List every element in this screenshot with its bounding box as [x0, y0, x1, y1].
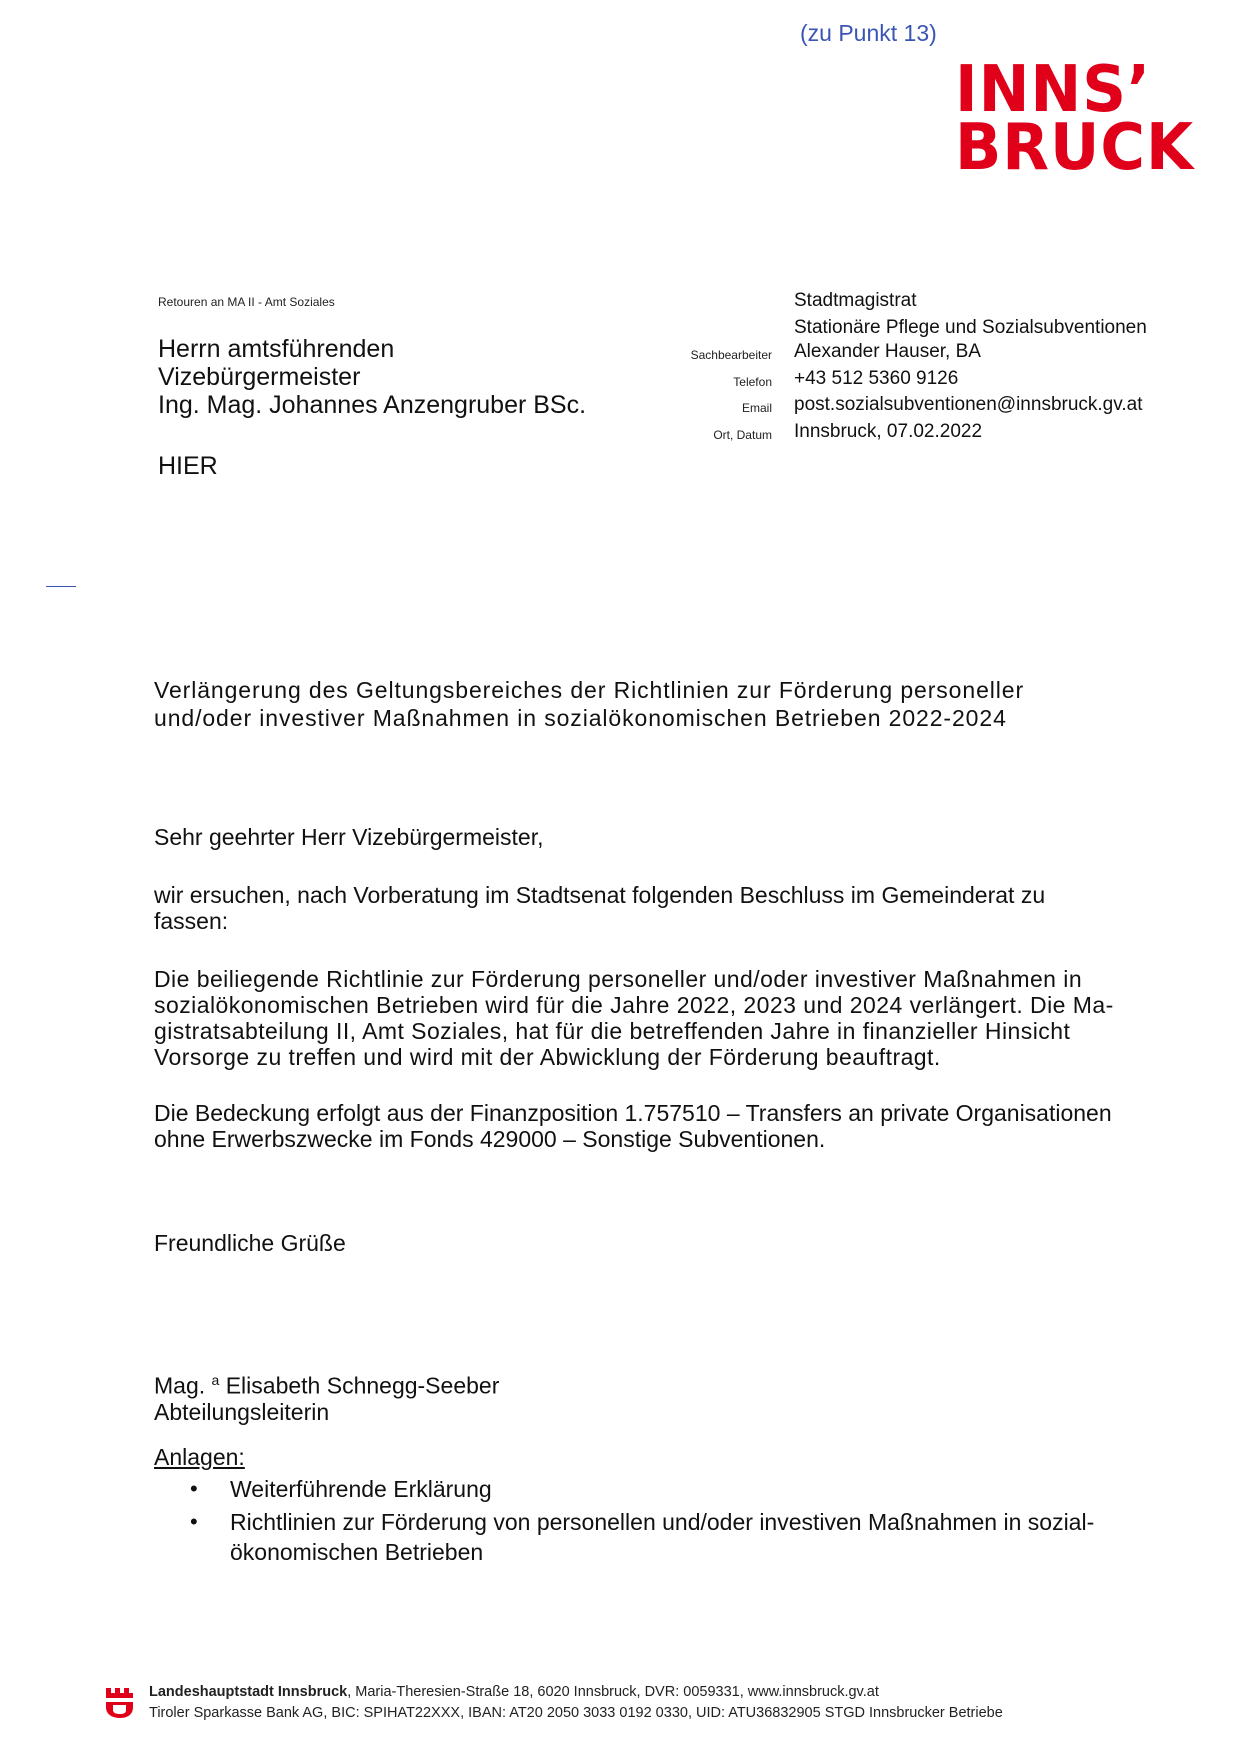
paragraph-request	[154, 882, 1045, 934]
fold-mark	[46, 586, 76, 587]
footer-line-1	[149, 1682, 1003, 1703]
info-label: Telefon	[733, 375, 772, 389]
subject-line-2: und/oder investiver Maßnahmen in sozialökonomischen Betrieben 2022-2024	[154, 705, 1007, 731]
info-label: Sachbearbeiter	[690, 348, 772, 362]
attachments-list	[190, 1474, 1094, 1570]
footer-line-2: Tiroler Sparkasse Bank AG, BIC: SPIHAT22XXX, IBAN: AT20 2050 3033 0192 0330, UID: ATU36832905 STGD Innsbrucker Betriebe	[149, 1705, 1003, 1721]
recipient-location: HIER	[158, 452, 218, 480]
attachments-title: Anlagen:	[154, 1444, 245, 1470]
footer-address: , Maria-Theresien-Straße 18, 6020 Innsbruck, DVR: 0059331, www.innsbruck.gv.at	[347, 1684, 879, 1700]
signature-title-sup: a	[211, 1372, 220, 1388]
top-note: (zu Punkt 13)	[800, 20, 937, 46]
info-row-sachbearbeiter	[640, 341, 1240, 368]
return-address: Retouren an MA II - Amt Soziales	[158, 295, 335, 309]
footer-org: Landeshauptstadt Innsbruck	[149, 1684, 348, 1700]
paragraph-line: Vorsorge zu treffen und wird mit der Abwicklung der Förderung beauftragt.	[154, 1044, 941, 1070]
attachment-text: Richtlinien zur Förderung von personellen und/oder investiven Maßnahmen in sozial-	[230, 1509, 1095, 1535]
info-label: Ort, Datum	[713, 428, 772, 442]
salutation: Sehr geehrter Herr Vizebürgermeister,	[154, 824, 544, 850]
recipient-line-3: Ing. Mag. Johannes Anzengruber BSc.	[158, 391, 587, 419]
footer	[149, 1682, 1003, 1724]
info-row-email	[640, 394, 1240, 421]
sender-org-line-2: Stationäre Pflege und Sozialsubventionen	[794, 317, 1147, 338]
paragraph-line: wir ersuchen, nach Vorberatung im Stadtsenat folgenden Beschluss im Gemeinderat zu	[154, 882, 1046, 908]
info-row-telefon	[640, 368, 1240, 395]
recipient-block	[158, 335, 586, 419]
info-label: Email	[741, 401, 772, 415]
recipient-line-1: Herrn amtsführenden	[158, 335, 395, 363]
sender-org	[794, 287, 1147, 341]
info-value: post.sozialsubventionen@innsbruck.gv.at	[794, 394, 1143, 415]
bullet-icon: •	[190, 1476, 198, 1501]
attachment-item	[190, 1474, 1094, 1504]
subject	[154, 676, 1024, 732]
attachment-text: Weiterführende Erklärung	[230, 1476, 492, 1502]
paragraph-resolution	[154, 966, 1114, 1070]
paragraph-line: gistratsabteilung II, Amt Soziales, hat für die betreffenden Jahre in finanzieller Hinsicht	[154, 1018, 1071, 1044]
paragraph-line: Die beiliegende Richtlinie zur Förderung personeller und/oder investiver Maßnahmen in	[154, 966, 1083, 992]
bullet-icon: •	[190, 1509, 198, 1534]
recipient-line-2: Vizebürgermeister	[158, 363, 361, 391]
info-value: Innsbruck, 07.02.2022	[794, 421, 983, 442]
attachment-item	[190, 1507, 1094, 1567]
paragraph-line: fassen:	[154, 908, 229, 934]
paragraph-funding	[154, 1100, 1112, 1152]
signature-role: Abteilungsleiterin	[154, 1398, 330, 1425]
info-row-ort-datum	[640, 421, 1240, 448]
info-value: Alexander Hauser, BA	[794, 341, 981, 362]
innsbruck-logo	[955, 53, 1195, 185]
paragraph-line: Die Bedeckung erfolgt aus der Finanzposition 1.757510 – Transfers an private Organisationen	[154, 1100, 1112, 1126]
closing: Freundliche Grüße	[154, 1230, 346, 1256]
subject-line-1: Verlängerung des Geltungsbereiches der Richtlinien zur Förderung personeller	[154, 677, 1025, 703]
paragraph-line: sozialökonomischen Betrieben wird für die Jahre 2022, 2023 und 2024 verlängert. Die Ma-	[154, 992, 1114, 1018]
signature-title: Mag.	[154, 1372, 206, 1399]
paragraph-line: ohne Erwerbszwecke im Fonds 429000 – Sonstige Subventionen.	[154, 1126, 826, 1152]
logo-line-2: BRUCK	[955, 111, 1195, 185]
city-crest-icon	[105, 1685, 135, 1719]
logo-line-1: INNS’	[955, 53, 1152, 127]
attachment-text: ökonomischen Betrieben	[230, 1539, 484, 1565]
sender-org-line-1: Stadtmagistrat	[794, 290, 917, 311]
signature-name: Elisabeth Schnegg-Seeber	[225, 1372, 500, 1399]
info-value: +43 512 5360 9126	[794, 368, 959, 389]
signature-name-line	[154, 1367, 499, 1399]
signature-block	[154, 1367, 499, 1425]
